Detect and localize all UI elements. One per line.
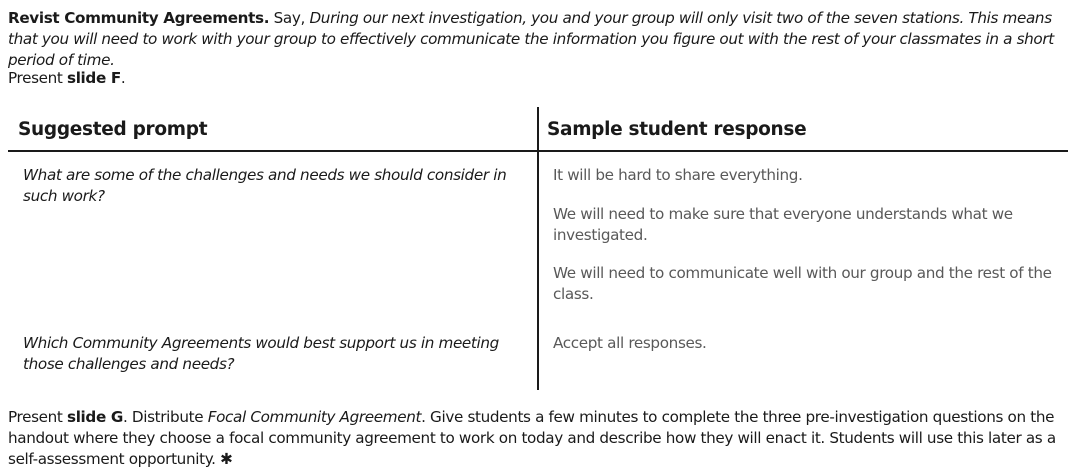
response-accept-all: Accept all responses. <box>553 334 707 352</box>
response-share-everything: It will be hard to share everything. <box>553 166 803 184</box>
header-sample-response: Sample student response <box>547 119 807 140</box>
present-slide-f <box>8 68 1069 89</box>
header-suggested-prompt: Suggested prompt <box>18 119 208 140</box>
prompt-challenges: What are some of the challenges and needs we should consider in such work? <box>23 166 507 205</box>
present-g-mid: . Distribute <box>122 408 208 426</box>
response-communicate-well: We will need to communicate well with our group and the rest of the class. <box>553 264 1052 303</box>
slide-g-label: slide G <box>67 408 123 426</box>
present-f-prefix: Present <box>8 69 68 87</box>
intro-heading: Revist Community Agreements. <box>8 9 270 27</box>
say-label: Say, <box>269 9 310 27</box>
present-f-suffix: . <box>120 69 126 87</box>
teacher-quote: During our next investigation, you and your group will only visit two of the seven stations. This means that you will need to work with your group to effectively communicate the information you figure out with the rest of your classmates in a short period of time. <box>8 9 1054 69</box>
header-rule <box>8 150 1068 152</box>
response-everyone-understands: We will need to make sure that everyone understands what we investigated. <box>553 205 1013 244</box>
present-g-rest: . Give students a few minutes to complete the three pre-investigation questions on the handout where they choose a focal community agreement to work on today and describe how they will enact it. Students will use this later as a self-assessment opportunity. <box>8 408 1056 468</box>
present-slide-g <box>8 407 1069 470</box>
prompt-community-agreements: Which Community Agreements would best support us in meeting those challenges and needs? <box>23 334 499 373</box>
discussion-table <box>8 107 1068 390</box>
intro-paragraph <box>8 8 1069 71</box>
present-g-prefix: Present <box>8 408 68 426</box>
handout-title: Focal Community Agreement <box>207 408 422 426</box>
slide-f-label: slide F <box>67 69 121 87</box>
asterisk-icon: ✱ <box>220 450 233 468</box>
